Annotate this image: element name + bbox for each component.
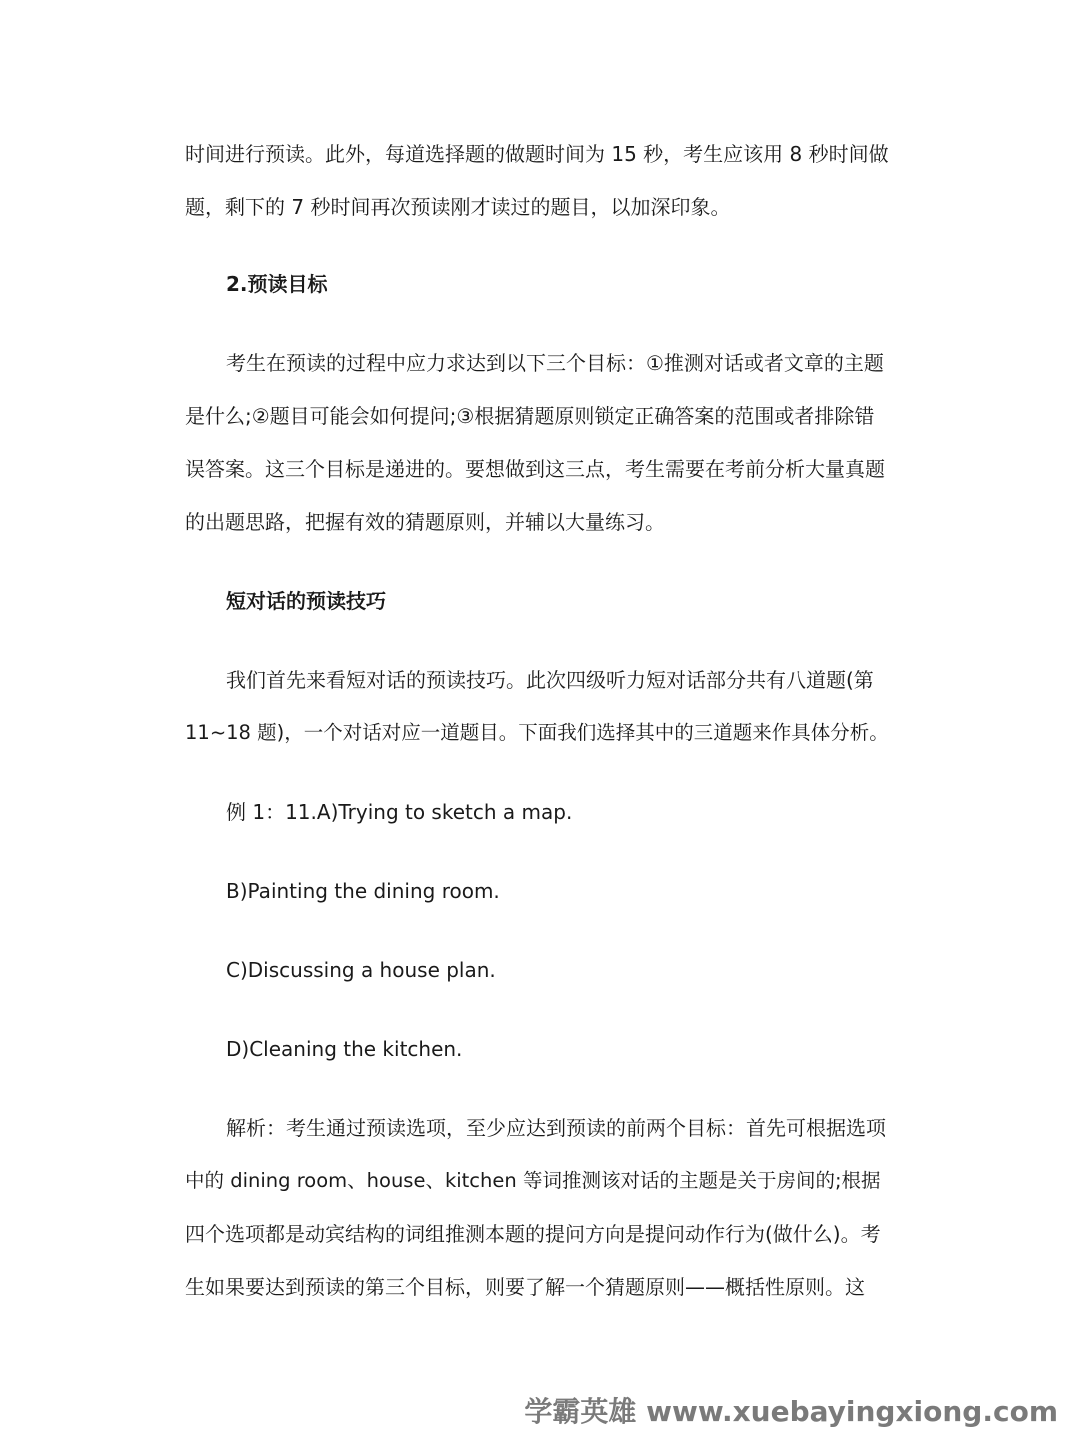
- paragraph-line: 考生在预读的过程中应力求达到以下三个目标：①推测对话或者文章的主题: [226, 351, 884, 375]
- example-option: D)Cleaning the kitchen.: [226, 1037, 463, 1061]
- example-option: B)Painting the dining room.: [226, 879, 500, 903]
- paragraph-line: 是什么;②题目可能会如何提问;③根据猜题原则锁定正确答案的范围或者排除错: [185, 404, 875, 428]
- paragraph-line: 中的 dining room、house、kitchen 等词推测该对话的主题是关于房间的;根据: [185, 1169, 881, 1192]
- paragraph-line: 四个选项都是动宾结构的词组推测本题的提问方向是提问动作行为(做什么)。考: [185, 1222, 881, 1246]
- paragraph-line: 题，剩下的 7 秒时间再次预读刚才读过的题目，以加深印象。: [185, 195, 731, 219]
- paragraph-line: 生如果要达到预读的第三个目标，则要了解一个猜题原则——概括性原则。这: [185, 1275, 865, 1299]
- paragraph-line: 时间进行预读。此外，每道选择题的做题时间为 15 秒，考生应该用 8 秒时间做: [185, 142, 889, 166]
- paragraph-line: 解析：考生通过预读选项，至少应达到预读的前两个目标：首先可根据选项: [226, 1116, 886, 1140]
- paragraph-line: 误答案。这三个目标是递进的。要想做到这三点，考生需要在考前分析大量真题: [185, 457, 885, 481]
- example-option: C)Discussing a house plan.: [226, 958, 496, 982]
- paragraph-line: 我们首先来看短对话的预读技巧。此次四级听力短对话部分共有八道题(第: [226, 668, 874, 692]
- paragraph-line: 的出题思路，把握有效的猜题原则，并辅以大量练习。: [185, 510, 665, 534]
- section-heading: 2.预读目标: [226, 272, 328, 296]
- section-heading: 短对话的预读技巧: [226, 589, 386, 613]
- paragraph-line: 11~18 题)，一个对话对应一道题目。下面我们选择其中的三道题来作具体分析。: [185, 721, 889, 744]
- site-watermark: 学霸英雄 www.xuebayingxiong.com: [524, 1395, 1058, 1428]
- example-question: 例 1：11.A)Trying to sketch a map.: [226, 800, 573, 824]
